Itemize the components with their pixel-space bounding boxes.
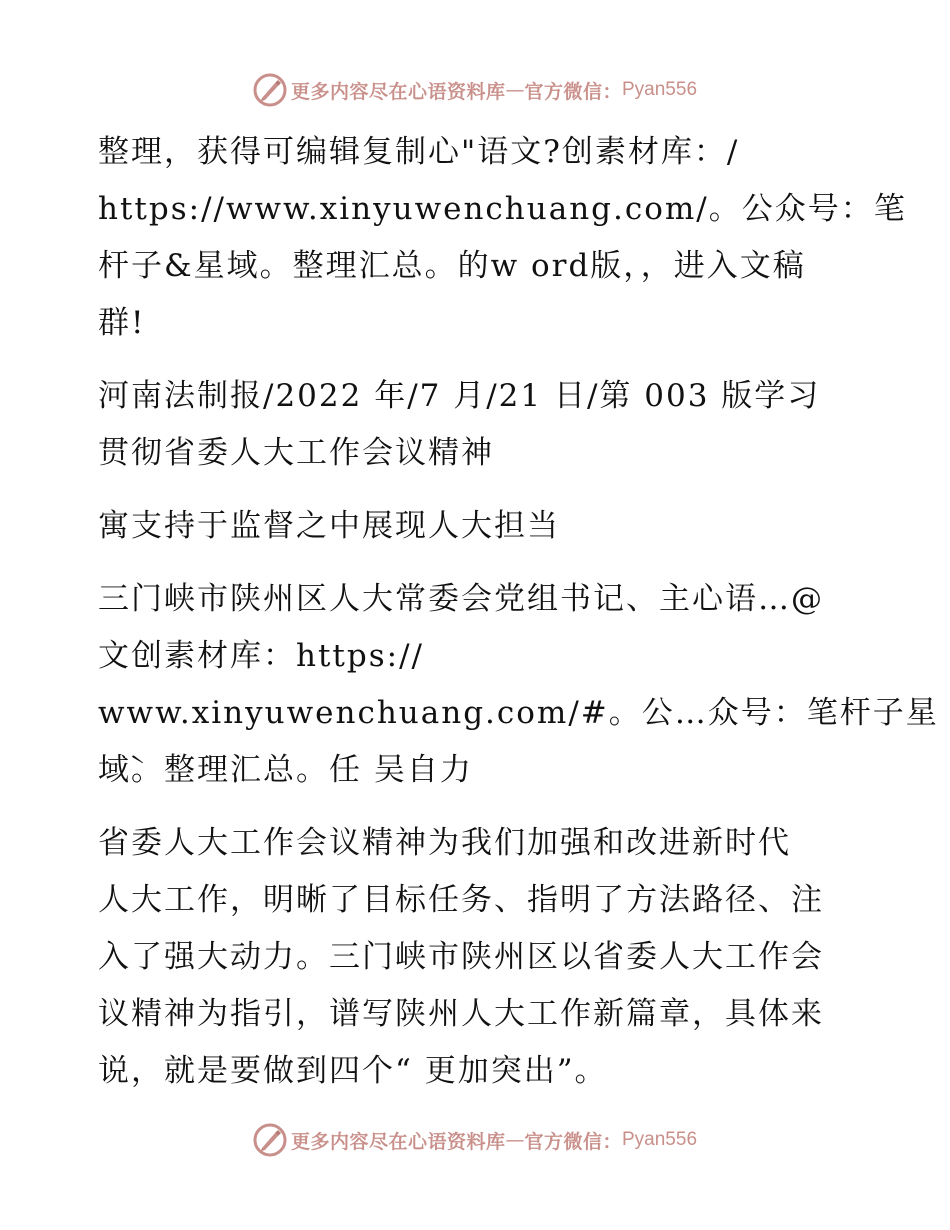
watermark-text: 更多内容尽在心语资料库	[290, 1130, 506, 1153]
paragraph	[98, 498, 858, 555]
text-line: https://www.xinyuwenchuang.com/。公众号：笔	[98, 191, 907, 227]
text-line: 寓支持于监督之中展现人大担当	[98, 508, 560, 544]
pen-logo-icon	[253, 1123, 287, 1157]
text-line: 文创素材库：https://	[98, 638, 424, 674]
watermark-wechat-id: Pyan556	[622, 1129, 698, 1150]
text-line: 域̀。整理汇总。任 吴自力	[98, 752, 473, 788]
text-line: 议精神为指引，谱写陕州人大工作新篇章，具体来	[98, 996, 824, 1032]
text-line: 省委人大工作会议精神为我们加强和改进新时代	[98, 825, 791, 861]
pen-logo-icon	[253, 73, 287, 107]
text-line: 整理，获得可编辑复制心"语文?创素材库：/	[98, 134, 740, 170]
text-line: 说，就是要做到四个“ 更加突出”。	[98, 1053, 608, 1089]
watermark-separator: —	[505, 79, 525, 101]
paragraph	[98, 124, 907, 352]
text-line: 杆子&星域。整理汇总。的w ord版，，进入文稿	[98, 248, 806, 284]
watermark-wechat-id: Pyan556	[622, 79, 698, 100]
paragraph	[98, 815, 858, 1100]
text-line: 三门峡市陕州区人大常委会党组书记、主心语…@	[98, 581, 824, 617]
text-line: 入了强大动力。三门峡市陕州区以省委人大工作会	[98, 939, 824, 975]
paragraph	[98, 368, 858, 482]
watermark-separator: —	[505, 1129, 525, 1151]
watermark-text: 更多内容尽在心语资料库	[290, 80, 506, 103]
watermark-label: 官方微信：	[524, 80, 622, 103]
watermark-label: 官方微信：	[524, 1130, 622, 1153]
text-line: 群!	[98, 305, 146, 341]
paragraph	[98, 571, 939, 799]
text-line: 人大工作，明晰了目标任务、指明了方法路径、注	[98, 882, 824, 918]
footer-watermark	[0, 1120, 950, 1160]
text-line: www.xinyuwenchuang.com/#。公…众号：笔杆子星	[98, 695, 939, 731]
text-line: 贯彻省委人大工作会议精神	[98, 435, 494, 471]
document-body	[98, 124, 939, 1100]
text-line: 河南法制报/2022 年/7 月/21 日/第 003 版学习	[98, 378, 821, 414]
header-watermark	[0, 70, 950, 110]
